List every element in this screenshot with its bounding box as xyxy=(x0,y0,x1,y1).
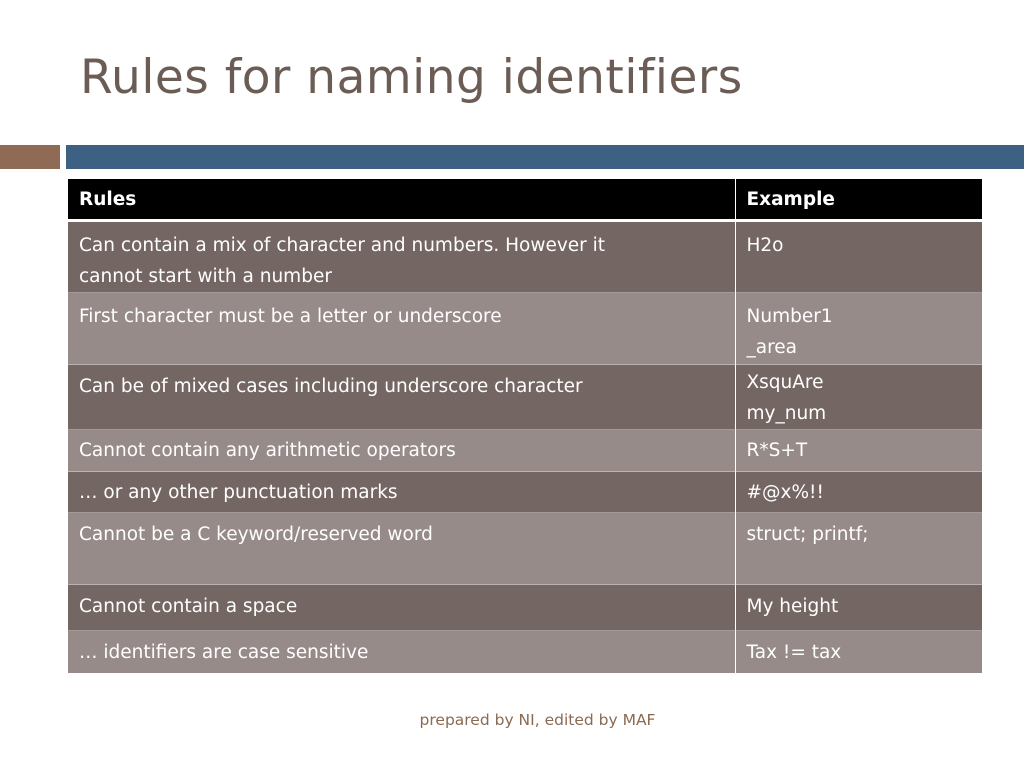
table-row xyxy=(68,472,982,513)
example-text: My height xyxy=(746,596,839,617)
example-text: struct; printf; xyxy=(746,524,869,545)
example-text: R*S+T xyxy=(746,440,808,461)
rule-text: Can contain a mix of character and numbers. However it xyxy=(79,235,606,256)
table-row xyxy=(68,365,982,430)
table-header-row xyxy=(68,179,982,221)
accent-bar-right xyxy=(66,145,1024,169)
example-text: Tax != tax xyxy=(746,642,842,663)
example-text: XsquAre xyxy=(746,372,824,393)
rule-text: cannot start with a number xyxy=(79,266,332,287)
rule-cell xyxy=(68,513,735,585)
table-row xyxy=(68,631,982,673)
example-text: #@x%!! xyxy=(746,482,824,503)
table-row xyxy=(68,585,982,631)
example-text: _area xyxy=(746,337,798,358)
rule-cell xyxy=(68,472,735,513)
table-row xyxy=(68,293,982,365)
rules-table xyxy=(68,179,982,673)
header-example: Example xyxy=(735,179,982,221)
rule-cell xyxy=(68,293,735,365)
slide-footer: prepared by NI, edited by MAF xyxy=(419,711,656,729)
rule-cell xyxy=(68,631,735,673)
rule-text: First character must be a letter or underscore xyxy=(79,306,502,327)
example-cell xyxy=(735,430,982,472)
example-cell xyxy=(735,221,982,293)
table-row xyxy=(68,513,982,585)
rule-text: … or any other punctuation marks xyxy=(79,482,398,503)
table-row xyxy=(68,430,982,472)
example-text: my_num xyxy=(746,403,827,424)
example-cell xyxy=(735,513,982,585)
rule-text: … identifiers are case sensitive xyxy=(79,642,369,663)
rule-cell xyxy=(68,430,735,472)
slide-title: Rules for naming identifiers xyxy=(80,50,743,105)
accent-bar-left xyxy=(0,145,60,169)
rule-cell xyxy=(68,365,735,430)
header-rules: Rules xyxy=(68,179,735,221)
example-cell xyxy=(735,631,982,673)
rule-text: Cannot be a C keyword/reserved word xyxy=(79,524,433,545)
example-cell xyxy=(735,293,982,365)
rule-cell xyxy=(68,585,735,631)
rule-text: Can be of mixed cases including underscore character xyxy=(79,376,583,397)
example-cell xyxy=(735,472,982,513)
example-text: H2o xyxy=(746,235,784,256)
example-text: Number1 xyxy=(746,306,833,327)
example-cell xyxy=(735,365,982,430)
table-row xyxy=(68,221,982,293)
rule-text: Cannot contain any arithmetic operators xyxy=(79,440,456,461)
rule-text: Cannot contain a space xyxy=(79,596,298,617)
rule-cell xyxy=(68,221,735,293)
example-cell xyxy=(735,585,982,631)
